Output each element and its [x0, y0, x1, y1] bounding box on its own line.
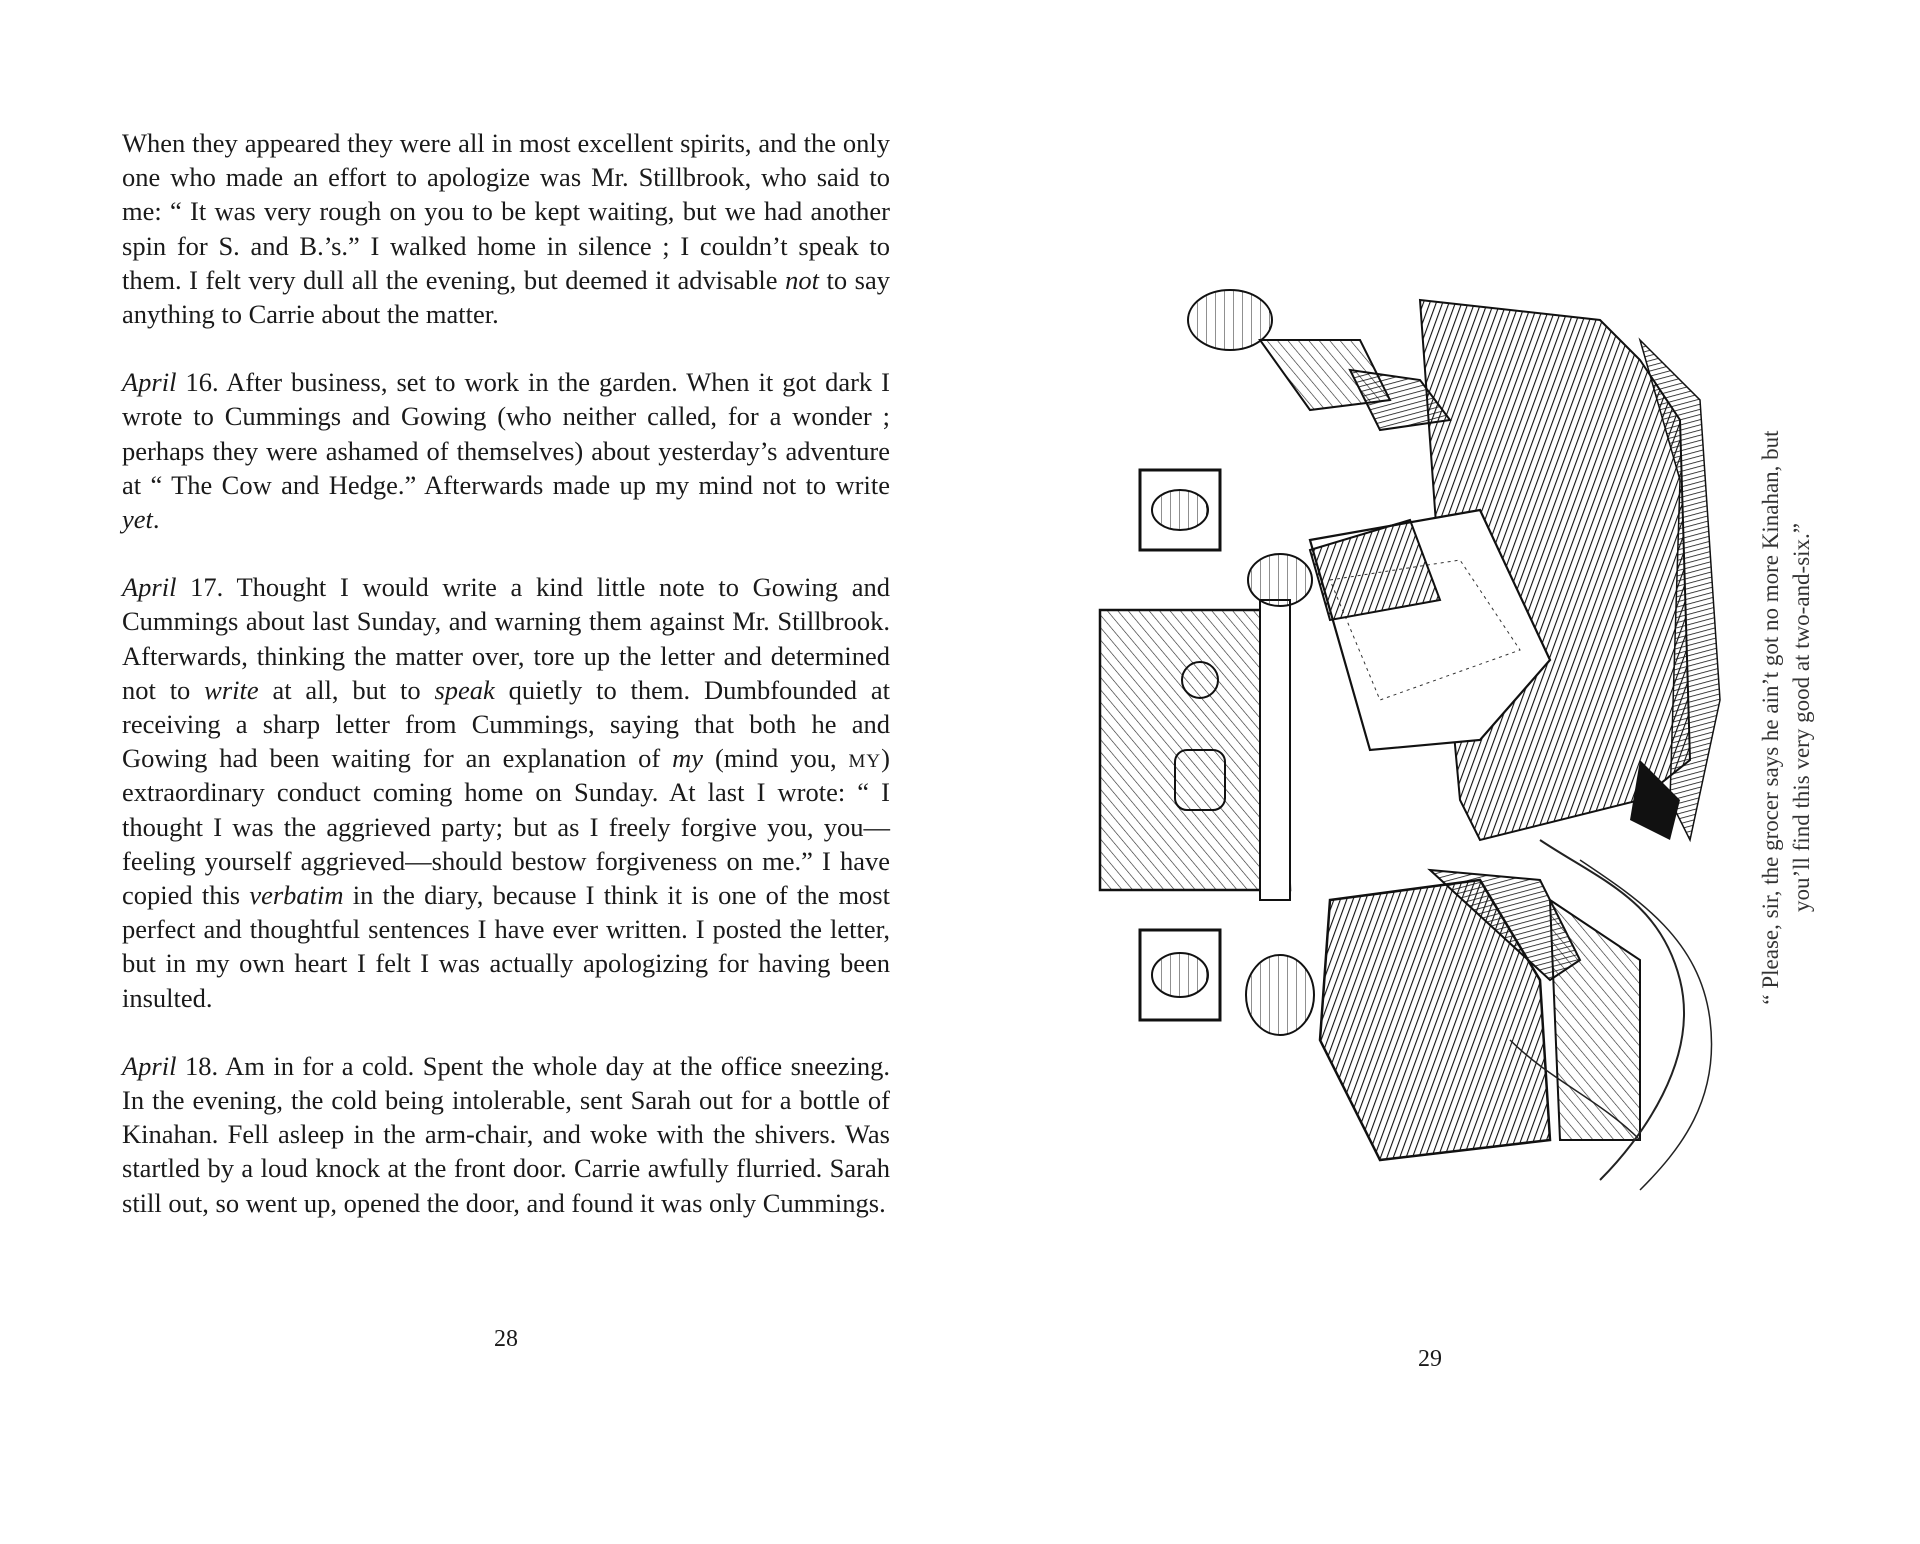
text-segment: write: [204, 674, 259, 705]
caption-line-1: “ Please, sir, the grocer says he ain’t got no more Kinahan, but: [1758, 430, 1783, 1005]
left-page-number: 28: [494, 1326, 518, 1352]
text-segment: (mind you,: [703, 743, 849, 774]
text-segment: my: [672, 743, 704, 774]
seated-woman-head: [1248, 554, 1312, 606]
text-segment: April: [122, 367, 177, 398]
paragraph: [122, 570, 890, 1015]
caption-text: [1755, 360, 1817, 1075]
caption-line-2: you’ll find this very good at two-and-six.”: [1789, 523, 1814, 913]
text-segment: not: [785, 264, 819, 295]
text-segment: 18. Am in for a cold. Spent the whole day at the office sneezing. In the evening, the cold being intolerable, sent Sarah out for a bottle of Kinahan. Fell asleep in the arm-chair, and woke with the shivers. Was startled by a loud knock at the front door. Carrie awfully flurried. Sarah still out, so went up, opened the door, and found it was only Cummings.: [122, 1050, 890, 1218]
text-segment: quietly to them. Dumbfounded at receiving a sharp letter from Cummings, saying that both he and Gowing had been waiting for an explanation of: [122, 674, 890, 774]
illustration: [1080, 280, 1740, 1200]
text-segment: 17. Thought I would write a kind little note to Gowing and Cummings about last Sunday, and warning them against Mr. Stillbrook. Afterwards, thinking the matter over, tore up the letter and determined not to: [122, 572, 890, 705]
text-segment: ) extraordinary conduct coming home on Sunday. At last I wrote: “ I thought I was the aggrieved party; but as I freely forgive you, you—feeling yourself aggrieved—should bestow forgiveness on me.” I have copied this: [122, 743, 890, 911]
text-segment: at all, but to: [258, 674, 435, 705]
illustration-caption: [1755, 360, 1865, 1075]
left-page-text: [122, 126, 890, 1366]
portrait-oval-top: [1152, 490, 1208, 530]
text-segment: .: [152, 504, 160, 535]
text-segment: verbatim: [249, 880, 344, 911]
right-page-number: 29: [1418, 1346, 1442, 1372]
man-head: [1246, 955, 1314, 1035]
text-segment: When they appeared they were all in most excellent spirits, and the only one who made an effort to apologize was Mr. Stillbrook, who said to me: “ It was very rough on you to be kept waiting, but we had another spin for S. and B.’s.” I walked home in silence ; I couldn’t speak to them. I felt very dull all the evening, but deemed it advisable: [122, 128, 890, 295]
text-segment: yet: [122, 504, 153, 535]
mantel-shelf: [1260, 600, 1290, 900]
text-segment: to say anything to Carrie about the matter.: [122, 264, 891, 330]
text-segment: speak: [434, 674, 495, 705]
portrait-oval-bottom: [1152, 953, 1208, 997]
servant-head: [1188, 290, 1272, 350]
paragraph: [122, 1049, 890, 1220]
text-segment: my: [848, 743, 882, 774]
paragraph: [122, 126, 890, 331]
text-segment: April: [122, 1050, 177, 1081]
text-segment: in the diary, because I think it is one of the most perfect and thoughtful sentences I have ever written. I posted the letter, but in my own heart I felt I was actually apologizing for having been insulted.: [122, 880, 890, 1013]
paragraph: [122, 365, 890, 536]
text-segment: April: [122, 572, 177, 603]
illustration-drawing: [1080, 280, 1740, 1200]
text-segment: 16. After business, set to work in the garden. When it got dark I wrote to Cummings and Gowing (who neither called, for a wonder ; perhaps they were ashamed of themselves) about yesterday’s adventure at “ The Cow and Hedge.” Afterwards made up my mind not to write: [122, 367, 890, 500]
